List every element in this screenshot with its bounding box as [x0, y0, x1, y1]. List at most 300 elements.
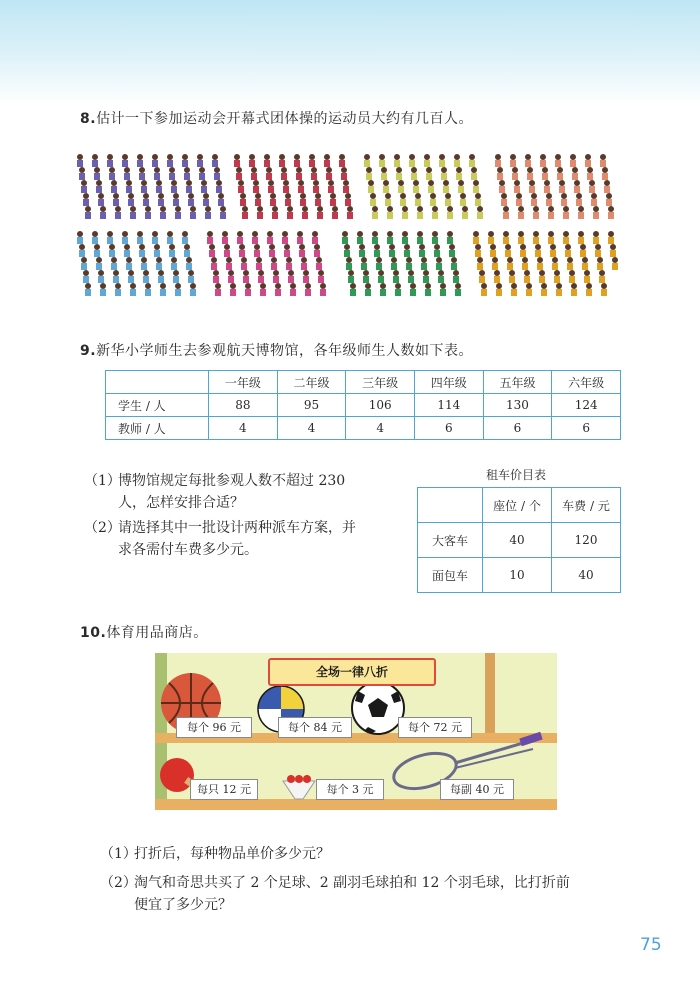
athlete-head [539, 270, 545, 276]
table-row [418, 558, 621, 593]
athlete-body [495, 160, 501, 167]
athlete-head [546, 193, 552, 199]
athlete-body [387, 237, 393, 244]
athlete-body [425, 289, 431, 296]
athlete-head [589, 180, 595, 186]
athlete-head [593, 206, 599, 212]
question-9-number: 9. [80, 343, 97, 359]
athlete-body [266, 173, 272, 180]
athlete-head [145, 206, 151, 212]
athlete-body [430, 199, 436, 206]
athlete-head [531, 193, 537, 199]
athlete-head [591, 193, 597, 199]
rental-corner [418, 488, 483, 523]
athlete-body [186, 263, 192, 270]
athlete-head [347, 206, 353, 212]
athlete-head [533, 231, 539, 237]
athlete-head [184, 167, 190, 173]
athlete-head [313, 180, 319, 186]
athlete-body [511, 289, 517, 296]
athlete-body [520, 250, 526, 257]
athlete-head [213, 270, 219, 276]
athlete-head [410, 283, 416, 289]
athlete-body [245, 289, 251, 296]
athlete-head [475, 193, 481, 199]
athlete-body [381, 173, 387, 180]
question-9 [80, 340, 473, 360]
athlete-head [122, 231, 128, 237]
athlete-head [348, 270, 354, 276]
athlete-head [511, 283, 517, 289]
athlete-body [271, 263, 277, 270]
athlete-body [175, 212, 181, 219]
athlete-group [493, 152, 621, 222]
athlete-head [85, 283, 91, 289]
athlete-body [167, 237, 173, 244]
grade-header-3: 三年级 [346, 371, 415, 394]
athlete-body [214, 173, 220, 180]
athlete-head [271, 257, 277, 263]
athlete-body [199, 173, 205, 180]
athlete-body [190, 289, 196, 296]
table-cell: 10 [483, 558, 552, 593]
athlete-body [83, 276, 89, 283]
row-label-bus: 大客车 [418, 523, 483, 558]
athlete-head [175, 283, 181, 289]
athlete-body [512, 173, 518, 180]
athlete-head [228, 270, 234, 276]
athlete-head [309, 154, 315, 160]
grade-header-1: 一年级 [209, 371, 278, 394]
athlete-head [456, 167, 462, 173]
athlete-body [211, 263, 217, 270]
athlete-head [496, 283, 502, 289]
athlete-body [552, 263, 558, 270]
athlete-head [557, 167, 563, 173]
part-text: 人，怎样安排合适？ [118, 495, 244, 511]
athlete-body [279, 160, 285, 167]
athlete-body [600, 160, 606, 167]
athlete-body [328, 186, 334, 193]
athlete-head [477, 206, 483, 212]
row-label-van: 面包车 [418, 558, 483, 593]
question-10-part-1 [100, 843, 330, 865]
athlete-head [216, 180, 222, 186]
athlete-body [361, 263, 367, 270]
athlete-body [525, 160, 531, 167]
table-cell: 88 [209, 394, 278, 417]
athlete-body [94, 250, 100, 257]
athlete-body [535, 250, 541, 257]
athlete-body [462, 212, 468, 219]
athlete-head [77, 231, 83, 237]
athlete-body [402, 237, 408, 244]
athlete-head [495, 154, 501, 160]
athlete-head [600, 154, 606, 160]
athlete-head [428, 180, 434, 186]
athlete-head [398, 180, 404, 186]
athlete-head [525, 154, 531, 160]
athlete-body [92, 160, 98, 167]
athlete-body [81, 186, 87, 193]
athlete-head [160, 283, 166, 289]
athlete-head [411, 167, 417, 173]
athlete-head [201, 180, 207, 186]
athlete-body [432, 237, 438, 244]
athlete-body [593, 212, 599, 219]
athlete-body [497, 173, 503, 180]
athlete-head [294, 154, 300, 160]
athlete-body [92, 237, 98, 244]
athlete-head [128, 270, 134, 276]
athlete-head [526, 283, 532, 289]
athlete-head [389, 244, 395, 250]
athlete-body [473, 237, 479, 244]
athlete-body [556, 289, 562, 296]
athlete-head [370, 193, 376, 199]
athlete-body [267, 237, 273, 244]
athlete-body [339, 160, 345, 167]
table-cell: 40 [552, 558, 621, 593]
athlete-body [426, 173, 432, 180]
athlete-group [340, 229, 467, 301]
athlete-head [423, 270, 429, 276]
table-cell: 6 [483, 417, 552, 440]
athlete-body [514, 186, 520, 193]
athlete-body [209, 250, 215, 257]
athlete-head [254, 244, 260, 250]
athlete-body [111, 186, 117, 193]
athlete-body [372, 237, 378, 244]
athlete-body [268, 186, 274, 193]
athlete-body [591, 199, 597, 206]
athlete-body [234, 160, 240, 167]
athlete-body [128, 199, 134, 206]
question-9-text: 新华小学师生去参观航天博物馆，各年级师生人数如下表。 [96, 343, 474, 359]
table-cell: 124 [552, 394, 621, 417]
athlete-body [561, 199, 567, 206]
athlete-body [109, 250, 115, 257]
athlete-body [182, 160, 188, 167]
athlete-head [372, 231, 378, 237]
athlete-head [107, 154, 113, 160]
athlete-body [496, 289, 502, 296]
athlete-body [550, 250, 556, 257]
athlete-head [342, 231, 348, 237]
athlete-body [130, 212, 136, 219]
athlete-head [141, 180, 147, 186]
athlete-body [563, 237, 569, 244]
athlete-head [438, 270, 444, 276]
athlete-head [497, 167, 503, 173]
athlete-head [315, 193, 321, 199]
athlete-head [415, 193, 421, 199]
athlete-head [548, 206, 554, 212]
athlete-group [232, 152, 359, 222]
part-number: （2） [84, 520, 121, 536]
athlete-body [220, 212, 226, 219]
athlete-head [379, 154, 385, 160]
athlete-head [305, 283, 311, 289]
question-10-number: 10. [80, 625, 107, 641]
athlete-body [570, 160, 576, 167]
athlete-head [156, 180, 162, 186]
athlete-body [531, 199, 537, 206]
athlete-head [290, 283, 296, 289]
athlete-body [518, 212, 524, 219]
athlete-head [126, 257, 132, 263]
athlete-body [305, 289, 311, 296]
athlete-head [182, 154, 188, 160]
athlete-head [115, 206, 121, 212]
athlete-body [113, 276, 119, 283]
athlete-head [419, 244, 425, 250]
rental-header-row [418, 488, 621, 523]
athlete-body [79, 173, 85, 180]
athlete-body [432, 212, 438, 219]
athlete-body [281, 173, 287, 180]
athlete-head [137, 231, 143, 237]
athlete-body [439, 160, 445, 167]
athlete-head [402, 206, 408, 212]
athlete-body [126, 263, 132, 270]
athlete-head [267, 231, 273, 237]
athlete-head [314, 244, 320, 250]
part-number: （1） [100, 846, 137, 862]
page-number: 75 [640, 935, 662, 955]
athlete-body [173, 276, 179, 283]
athlete-body [137, 160, 143, 167]
athlete-body [580, 250, 586, 257]
athlete-head [268, 180, 274, 186]
athlete-body [228, 276, 234, 283]
athlete-head [182, 231, 188, 237]
athlete-head [473, 180, 479, 186]
athlete-body [434, 250, 440, 257]
athlete-body [379, 160, 385, 167]
athlete-head [542, 167, 548, 173]
athlete-head [224, 244, 230, 250]
athlete-body [107, 237, 113, 244]
athlete-body [417, 212, 423, 219]
athlete-body [516, 199, 522, 206]
athlete-head [518, 206, 524, 212]
athlete-body [184, 250, 190, 257]
athlete-head [152, 154, 158, 160]
athlete-head [550, 244, 556, 250]
part-text: 便宜了多少元？ [134, 897, 232, 913]
athlete-body [100, 289, 106, 296]
price-tag-shuttlecock: 每个 3 元 [316, 779, 384, 800]
athlete-head [455, 283, 461, 289]
athlete-body [574, 186, 580, 193]
row-label-teachers: 教师 / 人 [106, 417, 209, 440]
athlete-body [253, 186, 259, 193]
athlete-body [408, 276, 414, 283]
athlete-head [599, 270, 605, 276]
athlete-body [94, 173, 100, 180]
athlete-head [567, 257, 573, 263]
athlete-head [115, 283, 121, 289]
athlete-body [284, 250, 290, 257]
athlete-head [481, 283, 487, 289]
athlete-head [258, 270, 264, 276]
athlete-body [300, 199, 306, 206]
price-tag-soccer-ball: 每个 72 元 [398, 717, 472, 738]
athlete-head [490, 244, 496, 250]
athlete-body [152, 160, 158, 167]
athlete-head [240, 193, 246, 199]
athlete-body [357, 237, 363, 244]
athlete-head [269, 244, 275, 250]
athlete-body [324, 160, 330, 167]
athlete-head [154, 167, 160, 173]
athlete-head [122, 154, 128, 160]
athlete-body [533, 212, 539, 219]
table-cell: 6 [552, 417, 621, 440]
athlete-body [341, 173, 347, 180]
athlete-head [387, 231, 393, 237]
athlete-body [171, 263, 177, 270]
athlete-head [124, 244, 130, 250]
store-pillar [485, 653, 495, 733]
grade-table [105, 370, 621, 440]
athlete-body [411, 173, 417, 180]
athlete-body [423, 276, 429, 283]
athlete-head [554, 270, 560, 276]
athlete-head [171, 257, 177, 263]
athlete-body [443, 186, 449, 193]
athlete-head [559, 180, 565, 186]
athlete-head [167, 154, 173, 160]
athlete-body [366, 173, 372, 180]
athlete-body [385, 199, 391, 206]
athlete-head [561, 193, 567, 199]
rental-header-fee: 车费 / 元 [552, 488, 621, 523]
athlete-head [311, 167, 317, 173]
athlete-head [537, 257, 543, 263]
athlete-head [479, 270, 485, 276]
athlete-body [96, 186, 102, 193]
athlete-head [441, 167, 447, 173]
athlete-head [473, 231, 479, 237]
athlete-head [297, 231, 303, 237]
athlete-body [404, 250, 410, 257]
athlete-head [533, 206, 539, 212]
grade-header-2: 二年级 [277, 371, 346, 394]
athlete-head [156, 257, 162, 263]
athlete-body [316, 263, 322, 270]
grade-header-6: 六年级 [552, 371, 621, 394]
athlete-body [469, 160, 475, 167]
athlete-body [542, 173, 548, 180]
athlete-head [364, 154, 370, 160]
athlete-body [569, 276, 575, 283]
athlete-body [188, 276, 194, 283]
athlete-head [499, 180, 505, 186]
grade-header-5: 五年级 [483, 371, 552, 394]
athlete-head [404, 244, 410, 250]
athlete-body [565, 250, 571, 257]
athlete-body [115, 212, 121, 219]
grade-table-header-row [106, 371, 621, 394]
athlete-head [238, 180, 244, 186]
athlete-head [402, 231, 408, 237]
athlete-body [240, 199, 246, 206]
athlete-body [368, 186, 374, 193]
athlete-body [348, 276, 354, 283]
athlete-body [260, 289, 266, 296]
athlete-head [366, 167, 372, 173]
athlete-body [597, 263, 603, 270]
athlete-body [555, 160, 561, 167]
athlete-body [347, 212, 353, 219]
athlete-body [449, 250, 455, 257]
athlete-head [251, 167, 257, 173]
question-8-number: 8. [80, 111, 97, 127]
athlete-head [396, 167, 402, 173]
athlete-body [197, 160, 203, 167]
athlete-head [113, 270, 119, 276]
athlete-head [94, 244, 100, 250]
athlete-body [406, 263, 412, 270]
athlete-head [286, 257, 292, 263]
athlete-body [365, 289, 371, 296]
table-cell: 120 [552, 523, 621, 558]
athlete-body [526, 289, 532, 296]
part-text: 求各需付车费多少元。 [118, 542, 258, 558]
part-number: （2） [100, 875, 137, 891]
athlete-head [257, 206, 263, 212]
athlete-body [298, 186, 304, 193]
athlete-head [160, 206, 166, 212]
athlete-head [432, 231, 438, 237]
athlete-body [236, 173, 242, 180]
athlete-body [77, 160, 83, 167]
athlete-head [303, 270, 309, 276]
question-10-text: 体育用品商店。 [106, 625, 208, 641]
athlete-head [128, 193, 134, 199]
athlete-head [167, 231, 173, 237]
athlete-body [98, 276, 104, 283]
athlete-head [300, 193, 306, 199]
athlete-head [302, 206, 308, 212]
athlete-body [610, 250, 616, 257]
athlete-head [239, 244, 245, 250]
athlete-head [130, 283, 136, 289]
athlete-body [503, 237, 509, 244]
athlete-head [462, 206, 468, 212]
athlete-head [83, 193, 89, 199]
athlete-body [522, 263, 528, 270]
athlete-head [512, 167, 518, 173]
athlete-body [226, 263, 232, 270]
athlete-body [572, 173, 578, 180]
athlete-head [113, 193, 119, 199]
athlete-head [541, 283, 547, 289]
row-label-students: 学生 / 人 [106, 394, 209, 417]
athlete-body [518, 237, 524, 244]
athlete-body [509, 276, 515, 283]
athlete-body [505, 250, 511, 257]
athlete-head [320, 283, 326, 289]
athlete-head [152, 231, 158, 237]
athlete-head [363, 270, 369, 276]
athlete-body [311, 173, 317, 180]
athlete-head [141, 257, 147, 263]
athlete-body [141, 263, 147, 270]
athlete-body [586, 289, 592, 296]
